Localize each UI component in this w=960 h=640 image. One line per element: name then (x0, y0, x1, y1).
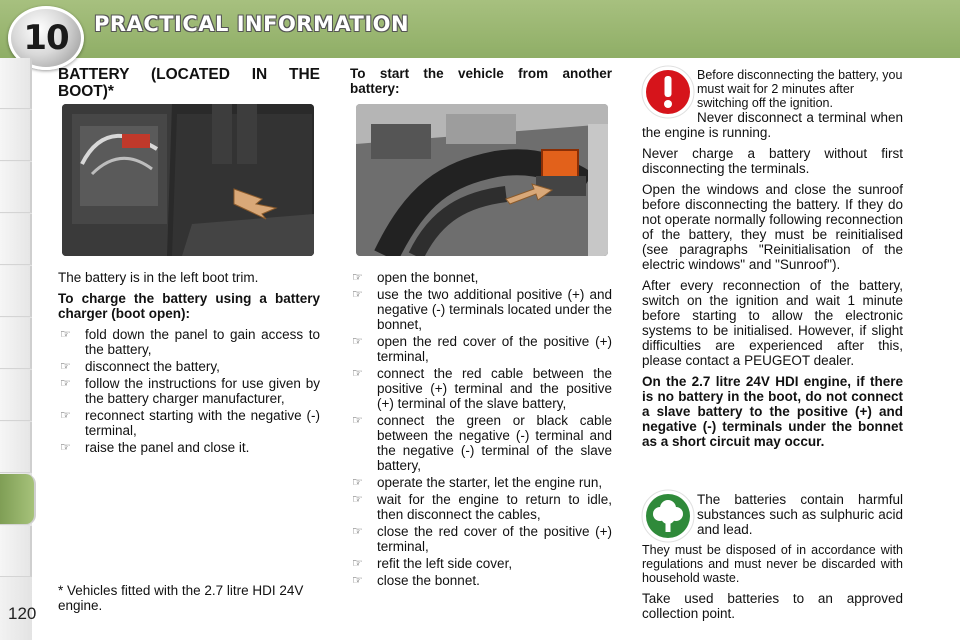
environment-tree-icon (640, 488, 696, 544)
step-text: use the two additional positive (+) and negative (-) terminals located under the bonnet, (377, 287, 612, 332)
list-item (350, 475, 612, 490)
chapter-tab[interactable] (0, 266, 32, 317)
eco-paragraph: They must be disposed of in accordance with regulations and must never be discarded with household waste. (642, 543, 903, 585)
eco-text-block (642, 543, 903, 627)
footnote (58, 583, 320, 613)
step-text: open the bonnet, (377, 270, 479, 285)
warning-text-block (642, 110, 903, 455)
hand-pointer-icon: ☞ (60, 359, 71, 373)
chapter-number-badge: 10 (8, 6, 84, 70)
list-item (350, 556, 612, 571)
step-text: refit the left side cover, (377, 556, 513, 571)
step-text: wait for the engine to return to idle, then disconnect the cables, (377, 492, 612, 522)
engine-bay-photo (356, 104, 608, 256)
footnote-text: Vehicles fitted with the 2.7 litre HDI 24V engine. (58, 583, 304, 613)
boot-battery-photo (62, 104, 314, 256)
list-item (58, 408, 320, 438)
hand-pointer-icon: ☞ (60, 327, 71, 341)
hand-pointer-icon: ☞ (352, 270, 363, 284)
step-text: close the red cover of the positive (+) terminal, (377, 524, 612, 554)
eco-intro (697, 492, 903, 537)
chapter-tab[interactable] (0, 110, 32, 161)
list-item (350, 524, 612, 554)
middle-column-heading-wrap (350, 66, 612, 102)
list-item (350, 492, 612, 522)
list-item (350, 413, 612, 473)
middle-column-text (350, 270, 612, 590)
battery-location-text: The battery is in the left boot trim. (58, 270, 259, 285)
list-item (58, 376, 320, 406)
hand-pointer-icon: ☞ (352, 556, 363, 570)
step-text: disconnect the battery, (85, 359, 220, 374)
step-text: reconnect starting with the negative (-) terminal, (85, 408, 320, 438)
section-title: PRACTICAL INFORMATION (94, 12, 410, 36)
charging-steps (58, 327, 320, 455)
chapter-tab[interactable] (0, 318, 32, 369)
chapter-tab[interactable] (0, 370, 32, 421)
step-text: raise the panel and close it. (85, 440, 250, 455)
step-text: connect the red cable between the positive (+) terminal and the positive (+) terminal of the slave battery, (377, 366, 612, 411)
footnote-marker: * (58, 583, 64, 598)
eco-paragraph: Take used batteries to an approved collection point. (642, 591, 903, 621)
warning-paragraph: Never disconnect a terminal when the engine is running. (642, 110, 903, 140)
list-item (350, 287, 612, 332)
hand-pointer-icon: ☞ (352, 475, 363, 489)
list-item (58, 440, 320, 455)
hand-pointer-icon: ☞ (352, 413, 363, 427)
hand-pointer-icon: ☞ (60, 376, 71, 390)
list-item (350, 334, 612, 364)
chapter-tabs (0, 58, 32, 640)
hand-pointer-icon: ☞ (60, 408, 71, 422)
page-number: 120 (8, 604, 37, 623)
hand-pointer-icon: ☞ (352, 334, 363, 348)
step-text: operate the starter, let the engine run, (377, 475, 603, 490)
step-text: close the bonnet. (377, 573, 480, 588)
step-text: follow the instructions for use given by the battery charger manufacturer, (85, 376, 320, 406)
step-text: connect the green or black cable between the negative (-) terminal and the negative (-) terminal of the slave battery, (377, 413, 612, 473)
left-column-text (58, 270, 320, 457)
step-text: fold down the panel to gain access to the battery, (85, 327, 320, 357)
hand-pointer-icon: ☞ (352, 492, 363, 506)
chapter-tab[interactable] (0, 526, 32, 577)
jump-start-steps (350, 270, 612, 588)
list-item (350, 366, 612, 411)
chapter-tab[interactable] (0, 422, 32, 473)
chapter-tab[interactable] (0, 162, 32, 213)
wait-two-minutes-text: Before disconnecting the battery, you must wait for 2 minutes after switching off the ignition. (697, 68, 903, 110)
chapter-tab-active[interactable] (0, 474, 36, 525)
warning-bold-paragraph: On the 2.7 litre 24V HDI engine, if there is no battery in the boot, do not connect a slave battery to the positive (+) and negative (-) terminals under the bonnet as a short circuit may occur. (642, 374, 903, 449)
battery-heading: BATTERY (LOCATED IN THE BOOT)* (58, 66, 320, 100)
jump-start-heading: To start the vehicle from another battery: (350, 66, 612, 96)
list-item (350, 573, 612, 588)
warning-paragraph: Never charge a battery without first disconnecting the terminals. (642, 146, 903, 176)
hand-pointer-icon: ☞ (352, 366, 363, 380)
list-item (350, 270, 612, 285)
list-item (58, 359, 320, 374)
hand-pointer-icon: ☞ (60, 440, 71, 454)
warning-intro (697, 68, 903, 110)
chapter-tab[interactable] (0, 214, 32, 265)
hand-pointer-icon: ☞ (352, 287, 363, 301)
left-column (58, 66, 320, 106)
warning-paragraph: After every reconnection of the battery, switch on the ignition and wait 1 minute before starting to allow the electronic systems to be initialised. However, if slight difficulties are experienced after this, please contact a PEUGEOT dealer. (642, 278, 903, 368)
warning-paragraph: Open the windows and close the sunroof before disconnecting the battery. If they do not operate normally following reconnection of the battery, they must be reinitialised (see paragraphs "Reinitialisation of the electric windows" and "Sunroof"). (642, 182, 903, 272)
step-text: open the red cover of the positive (+) terminal, (377, 334, 612, 364)
harmful-substances-text: The batteries contain harmful substances such as sulphuric acid and lead. (697, 492, 903, 537)
list-item (58, 327, 320, 357)
hand-pointer-icon: ☞ (352, 524, 363, 538)
chapter-tab[interactable] (0, 58, 32, 109)
hand-pointer-icon: ☞ (352, 573, 363, 587)
charger-subheading: To charge the battery using a battery charger (boot open): (58, 291, 320, 321)
